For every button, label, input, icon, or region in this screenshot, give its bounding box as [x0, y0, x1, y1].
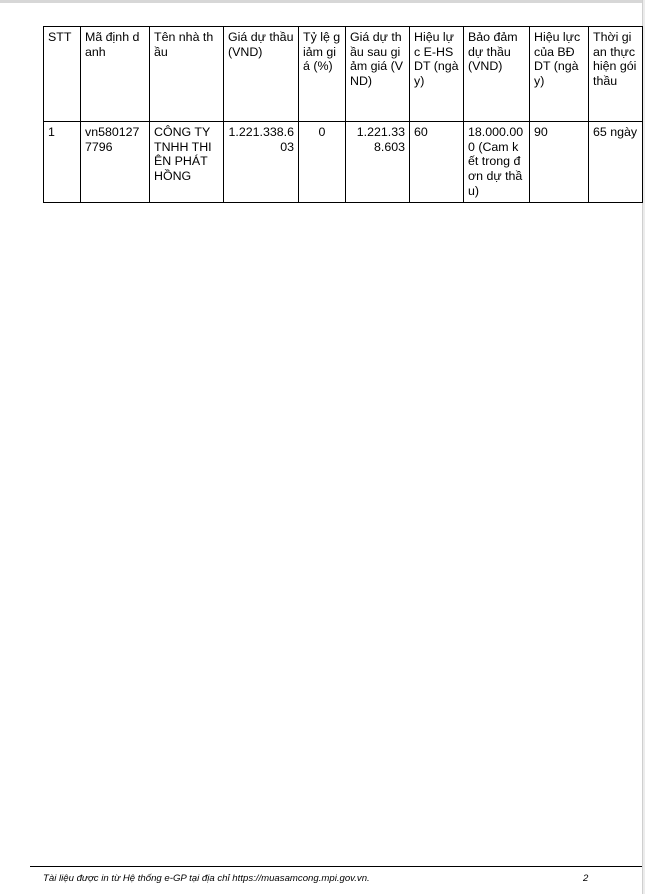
header-ten-nha-thau: Tên nhà thầu — [150, 27, 224, 122]
cell-gia-sau-giam-gia: 1.221.338.603 — [346, 122, 410, 203]
header-hieu-luc-bd-dt: Hiệu lực của BĐ DT (ngày) — [530, 27, 589, 122]
cell-hieu-luc-ehsdt: 60 — [410, 122, 464, 203]
cell-stt: 1 — [44, 122, 81, 203]
footer-divider — [30, 866, 642, 867]
header-ty-le-giam-gia: Tỷ lệ giảm giá (%) — [299, 27, 346, 122]
cell-bao-dam-du-thau: 18.000.000 (Cam kết trong đơn dự thầu) — [464, 122, 530, 203]
page-number: 2 — [583, 873, 589, 884]
header-row — [44, 27, 643, 122]
header-thoi-gian-thuc-hien: Thời gian thực hiện gói thầu — [589, 27, 643, 122]
header-ma-dinh-danh: Mã định danh — [81, 27, 150, 122]
header-gia-du-thau: Giá dự thầu (VND) — [224, 27, 299, 122]
footer-note: Tài liệu được in từ Hệ thống e-GP tại địa chỉ https://muasamcong.mpi.gov.vn. — [43, 873, 370, 884]
header-gia-sau-giam-gia: Giá dự thầu sau giảm giá (VND) — [346, 27, 410, 122]
cell-ten-nha-thau: CÔNG TY TNHH THIÊN PHÁT HỒNG — [150, 122, 224, 203]
table-header — [44, 27, 643, 122]
table-body — [44, 122, 643, 203]
cell-gia-du-thau: 1.221.338.603 — [224, 122, 299, 203]
cell-ma-dinh-danh: vn5801277796 — [81, 122, 150, 203]
cell-hieu-luc-bd-dt: 90 — [530, 122, 589, 203]
cell-thoi-gian-thuc-hien: 65 ngày — [589, 122, 643, 203]
table-row — [44, 122, 643, 203]
header-hieu-luc-ehsdt: Hiệu lực E-HSDT (ngày) — [410, 27, 464, 122]
header-stt: STT — [44, 27, 81, 122]
header-bao-dam-du-thau: Bảo đảm dự thầu (VND) — [464, 27, 530, 122]
bidder-table — [43, 26, 643, 203]
page-top-edge — [0, 0, 645, 3]
cell-ty-le-giam-gia: 0 — [299, 122, 346, 203]
